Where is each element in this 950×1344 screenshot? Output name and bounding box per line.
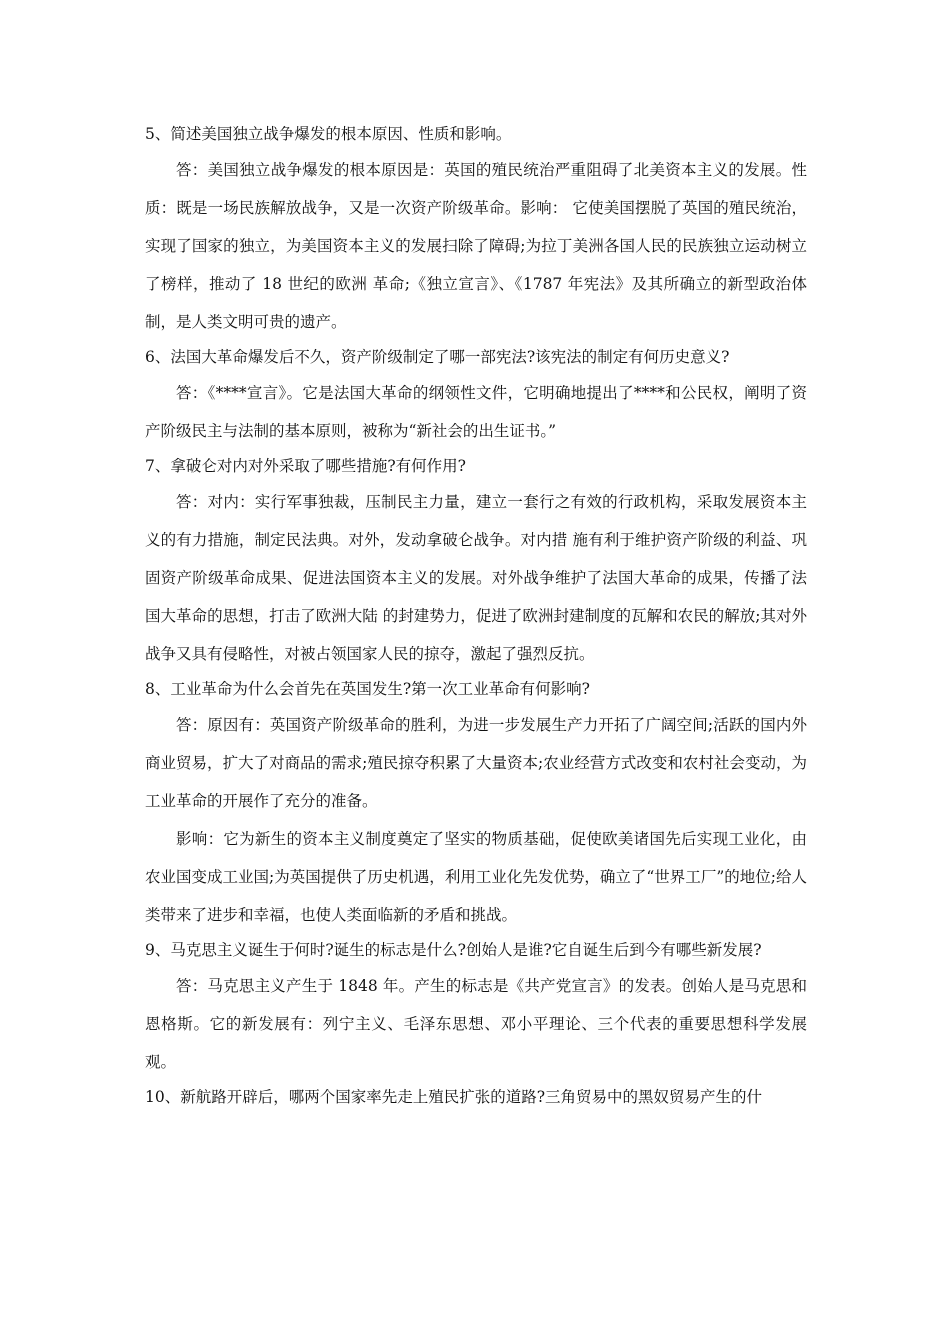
question-5: 5、简述美国独立战争爆发的根本原因、性质和影响。 [145,125,512,143]
document-body [145,118,807,1114]
question-6: 6、法国大革命爆发后不久，资产阶级制定了哪一部宪法?该宪法的制定有何历史意义? [145,348,730,366]
question-10: 10、新航路开辟后，哪两个国家率先走上殖民扩张的道路?三角贸易中的黑奴贸易产生的什 [145,1088,763,1106]
answer-5: 答：美国独立战争爆发的根本原因是：英国的殖民统治严重阻碍了北美资本主义的发展。性质：既是一场民族解放战争，又是一次资产阶级革命。影响： 它使美国摆脱了英国的殖民统治，实现了国家的独立，为美国资本主义的发展扫除了障碍;为拉丁美洲各国人民的民族独立运动树立了榜样，推动了 18 世纪的欧洲 革命;《独立宣言》、《1787 年宪法》及其所确立的新型政治体制，是人类文明可贵的遗产。 [145,161,807,331]
answer-8-impact: 影响：它为新生的资本主义制度奠定了坚实的物质基础，促使欧美诸国先后实现工业化，由农业国变成工业国;为英国提供了历史机遇，利用工业化先发优势，确立了“世界工厂”的地位;给人类带来了进步和幸福，也使人类面临新的矛盾和挑战。 [145,830,807,924]
answer-7: 答：对内：实行军事独裁，压制民主力量，建立一套行之有效的行政机构，采取发展资本主义的有力措施，制定民法典。对外，发动拿破仑战争。对内措 施有利于维护资产阶级的利益、巩固资产阶级革命成果、促进法国资本主义的发展。对外战争维护了法国大革命的成果，传播了法国大革命的思想，打击了欧洲大陆 的封建势力，促进了欧洲封建制度的瓦解和农民的解放;其对外战争又具有侵略性，对被占领国家人民的掠夺，激起了强烈反抗。 [145,493,807,663]
question-8: 8、工业革命为什么会首先在英国发生?第一次工业革命有何影响? [145,680,590,698]
answer-8-causes: 答：原因有：英国资产阶级革命的胜利，为进一步发展生产力开拓了广阔空间;活跃的国内外商业贸易，扩大了对商品的需求;殖民掠夺积累了大量资本;农业经营方式改变和农村社会变动，为工业革命的开展作了充分的准备。 [145,716,807,810]
answer-9: 答：马克思主义产生于 1848 年。产生的标志是《共产党宣言》的发表。创始人是马克思和恩格斯。它的新发展有：列宁主义、毛泽东思想、邓小平理论、三个代表的重要思想科学发展观。 [145,977,807,1071]
question-9: 9、马克思主义诞生于何时?诞生的标志是什么?创始人是谁?它自诞生后到今有哪些新发展? [145,941,762,959]
answer-6: 答：《****宣言》。它是法国大革命的纲领性文件，它明确地提出了****和公民权，阐明了资产阶级民主与法制的基本原则，被称为“新社会的出生证书。” [145,384,807,440]
question-7: 7、拿破仑对内对外采取了哪些措施?有何作用? [145,457,466,475]
